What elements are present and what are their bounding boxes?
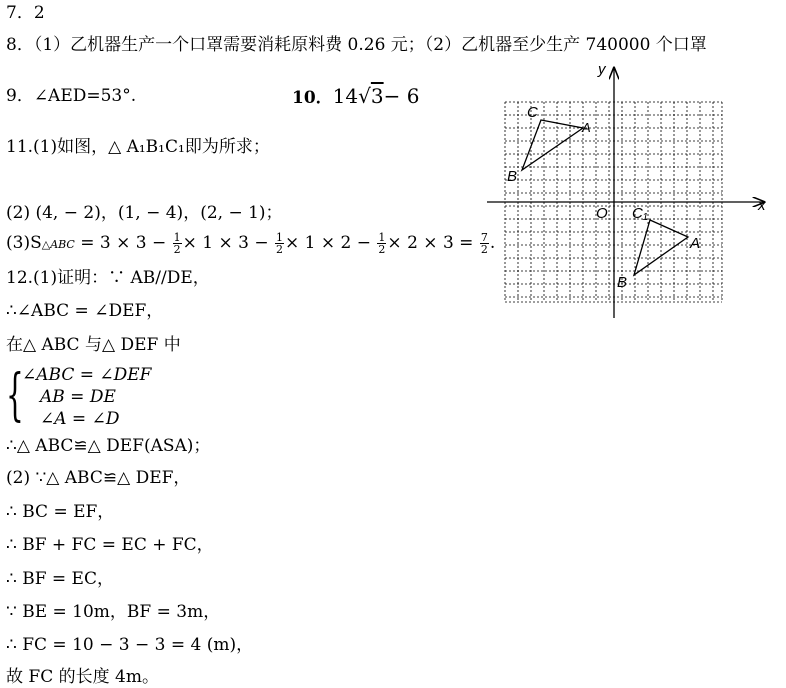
q10-line: 10．14√3− 6 bbox=[292, 84, 420, 108]
q12-line8: ∴ BF = EC， bbox=[6, 569, 114, 589]
system-eq3: ∠A = ∠D bbox=[40, 409, 120, 429]
triangle-abc bbox=[522, 120, 583, 170]
point-b1-label: B bbox=[617, 274, 628, 291]
q12-line5: (2) ∵△ ABC≌△ DEF， bbox=[6, 468, 191, 488]
q11-part2: (2) (4, − 2)，(1, − 4)，(2, − 1)； bbox=[6, 203, 283, 223]
q10-tail: − 6 bbox=[383, 84, 420, 108]
axis-x-label: x bbox=[758, 197, 766, 214]
origin-label: O bbox=[596, 205, 608, 222]
q12-line11: 故 FC 的长度 4m。 bbox=[6, 667, 159, 687]
point-a-label: A bbox=[582, 120, 591, 135]
q10-label: 10． bbox=[292, 88, 333, 108]
q12-line2: ∴∠ABC = ∠DEF， bbox=[6, 301, 164, 321]
system-eq1: ∠ABC = ∠DEF bbox=[22, 365, 152, 385]
q10-coef: 14 bbox=[332, 84, 359, 108]
fraction-half: $\frac{1}{2}$ bbox=[276, 231, 284, 256]
dashed-grid bbox=[505, 102, 722, 302]
q12-line7: ∴ BF + FC = EC + FC， bbox=[6, 535, 214, 555]
q7-line: 7．2 bbox=[6, 3, 45, 23]
axis-y-label: y bbox=[598, 61, 606, 78]
fraction-half: $\frac{1}{2}$ bbox=[173, 231, 181, 256]
point-a1-label: A bbox=[690, 235, 701, 252]
q12-line1: 12.(1)证明：∵ AB//DE， bbox=[6, 268, 210, 288]
point-c-label: C bbox=[527, 104, 538, 121]
q12-line3: 在△ ABC 与△ DEF 中 bbox=[6, 335, 181, 355]
q10-radicand: 3 bbox=[370, 84, 384, 108]
fraction-half: $\frac{1}{2}$ bbox=[378, 231, 386, 256]
q12-line6: ∴ BC = EF， bbox=[6, 502, 115, 522]
q12-line9: ∵ BE = 10m，BF = 3m， bbox=[6, 602, 221, 622]
q8-line: 8．（1）乙机器生产一个口罩需要消耗原料费 0.26 元；（2）乙机器至少生产 740000 个口罩 bbox=[6, 35, 707, 55]
q11-part3: (3)S△ABC = 3 × 3 − $\frac{1}{2}$ × 1 × 3 − $\frac{1}{2}$ × 1 × 2 − $\frac{1}{2}$ × 2 × 3 = $\frac{7}{2}$ . bbox=[6, 231, 496, 256]
point-c1-label: C₁ bbox=[632, 205, 648, 222]
triangle-a1b1c1 bbox=[634, 220, 688, 275]
system-eq2: AB = DE bbox=[40, 387, 116, 407]
fraction-result: $\frac{7}{2}$ bbox=[480, 231, 488, 256]
q11-part1: 11.(1)如图，△ A₁B₁C₁即为所求； bbox=[6, 137, 270, 157]
system-brace: { bbox=[6, 363, 24, 428]
point-b-label: B bbox=[507, 168, 518, 185]
q12-line4: ∴△ ABC≌△ DEF(ASA)； bbox=[6, 436, 211, 456]
q9-line: 9．∠AED=53°. bbox=[6, 86, 137, 106]
q12-line10: ∴ FC = 10 − 3 − 3 = 4 (m)， bbox=[6, 635, 254, 655]
